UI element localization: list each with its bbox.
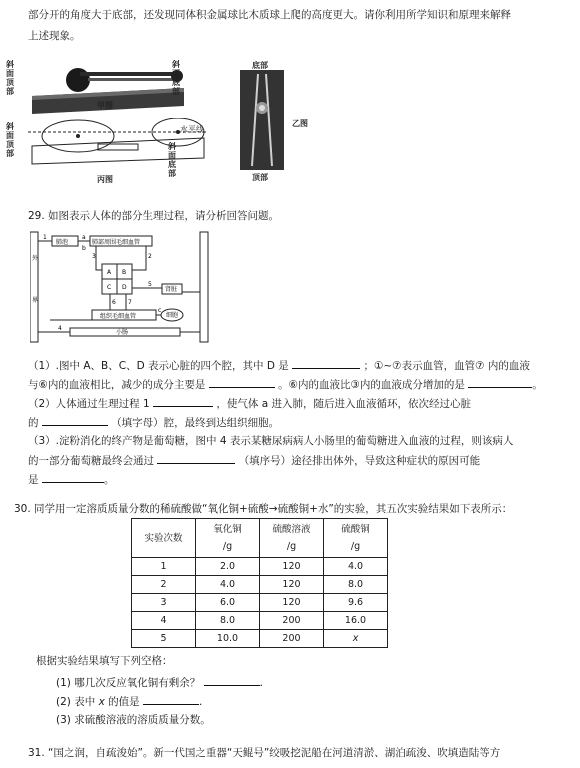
q30-q2b: 的值是 bbox=[108, 696, 140, 708]
table-cell: 200 bbox=[260, 630, 324, 648]
figure-yi-svg bbox=[240, 70, 284, 170]
diagram-c: c bbox=[158, 307, 162, 314]
jia-label-top-left: 斜面顶部 bbox=[6, 60, 14, 96]
q29-blank-4[interactable] bbox=[153, 394, 213, 407]
q29-s1b: ；①~⑦表示血管，血管⑦ 内的血液 bbox=[363, 360, 530, 372]
diagram-chamber-C: C bbox=[107, 284, 112, 291]
table-row bbox=[132, 558, 388, 576]
q29-s1a: （1）.图中 A、B、C、D 表示心脏的四个腔，其中 D 是 bbox=[28, 360, 289, 372]
bing-label-right: 斜面底部 bbox=[168, 142, 176, 178]
diagram-n5: 5 bbox=[148, 281, 152, 288]
table-cell: 2.0 bbox=[196, 558, 260, 576]
table-cell: 1 bbox=[132, 558, 196, 576]
table-cell: 4.0 bbox=[324, 558, 388, 576]
table-cell: 4 bbox=[132, 612, 196, 630]
diagram-tissue-cap: 组织毛细血管 bbox=[100, 313, 137, 320]
q30-intro: 根据实验结果填写下列空格： bbox=[36, 655, 173, 667]
diagram-n6: 6 bbox=[112, 299, 116, 306]
table-cell: 5 bbox=[132, 630, 196, 648]
table-cell: 9.6 bbox=[324, 594, 388, 612]
table-cell: 10.0 bbox=[196, 630, 260, 648]
q29-s3b: ，使气体 a 进入肺，随后进入血液循环，依次经过心脏 bbox=[216, 398, 471, 410]
diagram-outside-top: 外 bbox=[32, 255, 39, 262]
q29-s4 bbox=[28, 413, 560, 433]
q29-title: 29. 如图表示人体的部分生理过程，请分析回答问题。 bbox=[28, 210, 280, 222]
q29-blank-2[interactable] bbox=[209, 375, 275, 388]
table-header-row bbox=[132, 519, 388, 558]
q30-q1-text: (1) 哪几次反应氧化铜有剩余？ bbox=[56, 677, 201, 689]
table-cell: 120 bbox=[260, 558, 324, 576]
q30-blank-1[interactable] bbox=[204, 673, 260, 686]
q29-s4a: 的 bbox=[28, 417, 39, 429]
q30-table bbox=[131, 518, 388, 648]
diagram-lung: 肺泡 bbox=[56, 239, 69, 246]
q30-blank-2[interactable] bbox=[143, 692, 199, 705]
table-header: 氧化铜 /g bbox=[196, 519, 260, 558]
bing-label-left: 斜面顶部 bbox=[6, 122, 14, 158]
q29-s2b: 。⑥内的血液比③内的血液成分增加的是 bbox=[278, 379, 465, 391]
q29-diagram bbox=[30, 230, 210, 350]
q29-blank-1[interactable] bbox=[292, 356, 360, 369]
q29-s6a: 的一部分葡萄糖最终会通过 bbox=[28, 455, 154, 467]
table-row bbox=[132, 630, 388, 648]
diagram-n3: 3 bbox=[92, 253, 96, 260]
yi-label-base: 底部 bbox=[252, 61, 268, 70]
q29-blank-3[interactable] bbox=[468, 375, 532, 388]
q31-line: 31. “国之润，自疏浚始”。新一代国之重器“天鲲号”绞吸挖泥船在河道清淤、湖泊疏浚、吹填造陆等方 bbox=[28, 747, 501, 759]
table-row bbox=[132, 612, 388, 630]
diagram-a: a bbox=[82, 234, 86, 241]
table-header: 实验次数 bbox=[132, 519, 196, 558]
diagram-n4: 4 bbox=[58, 325, 62, 332]
q29-s2c: 。 bbox=[532, 379, 543, 391]
q30-q2a: (2) 表中 bbox=[56, 696, 96, 708]
table-cell: 120 bbox=[260, 594, 324, 612]
table-cell: 120 bbox=[260, 576, 324, 594]
q30-title: 30. 同学用一定溶质质量分数的稀硫酸做“氧化铜+硫酸→硫酸铜+水”的实验，其五次实验结果如下表所示： bbox=[14, 503, 513, 515]
table-cell: 8.0 bbox=[324, 576, 388, 594]
q29-blank-6[interactable] bbox=[157, 451, 235, 464]
q29-s7 bbox=[28, 470, 560, 490]
figure-yi bbox=[240, 70, 284, 170]
q29-s3a: （2）人体通过生理过程 1 bbox=[28, 398, 150, 410]
q30-q1: (1) 哪几次反应氧化铜有剩余？ . bbox=[56, 673, 560, 693]
q30-q2: (2) 表中 x 的值是 . bbox=[56, 692, 560, 712]
figure-jia-caption: 甲图 bbox=[97, 101, 113, 110]
diagram-chamber-B: B bbox=[122, 269, 127, 276]
q29-s5: （3）.淀粉消化的终产物是葡萄糖，图中 4 表示某糖尿病病人小肠里的葡萄糖进入血液的过程，则该病人 bbox=[28, 435, 514, 447]
diagram-outside-bottom: 界 bbox=[32, 297, 39, 304]
diagram-n2: 2 bbox=[148, 253, 152, 260]
q28-line2: 上述现象。 bbox=[28, 30, 81, 42]
figure-yi-caption: 乙图 bbox=[292, 119, 308, 128]
q29-s1 bbox=[28, 356, 560, 376]
table-header: 硫酸铜 /g bbox=[324, 519, 388, 558]
table-cell: 3 bbox=[132, 594, 196, 612]
q29-s6 bbox=[28, 451, 560, 471]
q29-s2a: 与⑥内的血液相比，减少的成分主要是 bbox=[28, 379, 206, 391]
table-header: 硫酸溶液 /g bbox=[260, 519, 324, 558]
q29-s7a: 是 bbox=[28, 474, 39, 486]
table-cell: 2 bbox=[132, 576, 196, 594]
table-cell: 16.0 bbox=[324, 612, 388, 630]
table-cell: 200 bbox=[260, 612, 324, 630]
diagram-cell: 细胞 bbox=[166, 312, 179, 319]
q29-blank-7[interactable] bbox=[42, 470, 104, 483]
diagram-n1: 1 bbox=[43, 234, 47, 241]
q28-line1: 部分开的角度大于底部，还发现同体积金属球比木质球上爬的高度更大。请你利用所学知识和原理来解释 bbox=[28, 9, 511, 21]
diagram-chamber-D: D bbox=[122, 284, 127, 291]
water-line-label: 水平线 bbox=[180, 125, 204, 134]
diagram-b: b bbox=[82, 245, 86, 252]
table-cell: 4.0 bbox=[196, 576, 260, 594]
q29-s2 bbox=[28, 375, 560, 395]
table-cell: x bbox=[324, 630, 388, 648]
q29-blank-5[interactable] bbox=[42, 413, 108, 426]
table-row bbox=[132, 576, 388, 594]
q30-q2-x: x bbox=[98, 696, 105, 708]
yi-label-top: 顶部 bbox=[252, 173, 268, 182]
q29-s3 bbox=[28, 394, 560, 414]
diagram-kidney: 肾脏 bbox=[165, 286, 178, 293]
diagram-n7: 7 bbox=[128, 299, 132, 306]
table-cell: 6.0 bbox=[196, 594, 260, 612]
q29-s4b: （填字母）腔，最终到达组织细胞。 bbox=[111, 417, 280, 429]
diagram-lung-cap: 肺部周围毛细血管 bbox=[92, 239, 141, 246]
table-row bbox=[132, 594, 388, 612]
figure-bing-caption: 丙图 bbox=[97, 175, 113, 184]
q29-s6b: （填序号）途径排出体外，导致这种症状的原因可能 bbox=[238, 455, 481, 467]
q29-diagram-svg bbox=[30, 230, 210, 350]
table-cell: 8.0 bbox=[196, 612, 260, 630]
diagram-intestine: 小肠 bbox=[116, 329, 129, 336]
diagram-chamber-A: A bbox=[107, 269, 112, 276]
q30-q3: (3) 求硫酸溶液的溶质质量分数。 bbox=[56, 714, 211, 726]
q29-s7b: 。 bbox=[103, 474, 115, 486]
jia-label-bottom-right: 斜面底部 bbox=[172, 60, 180, 96]
